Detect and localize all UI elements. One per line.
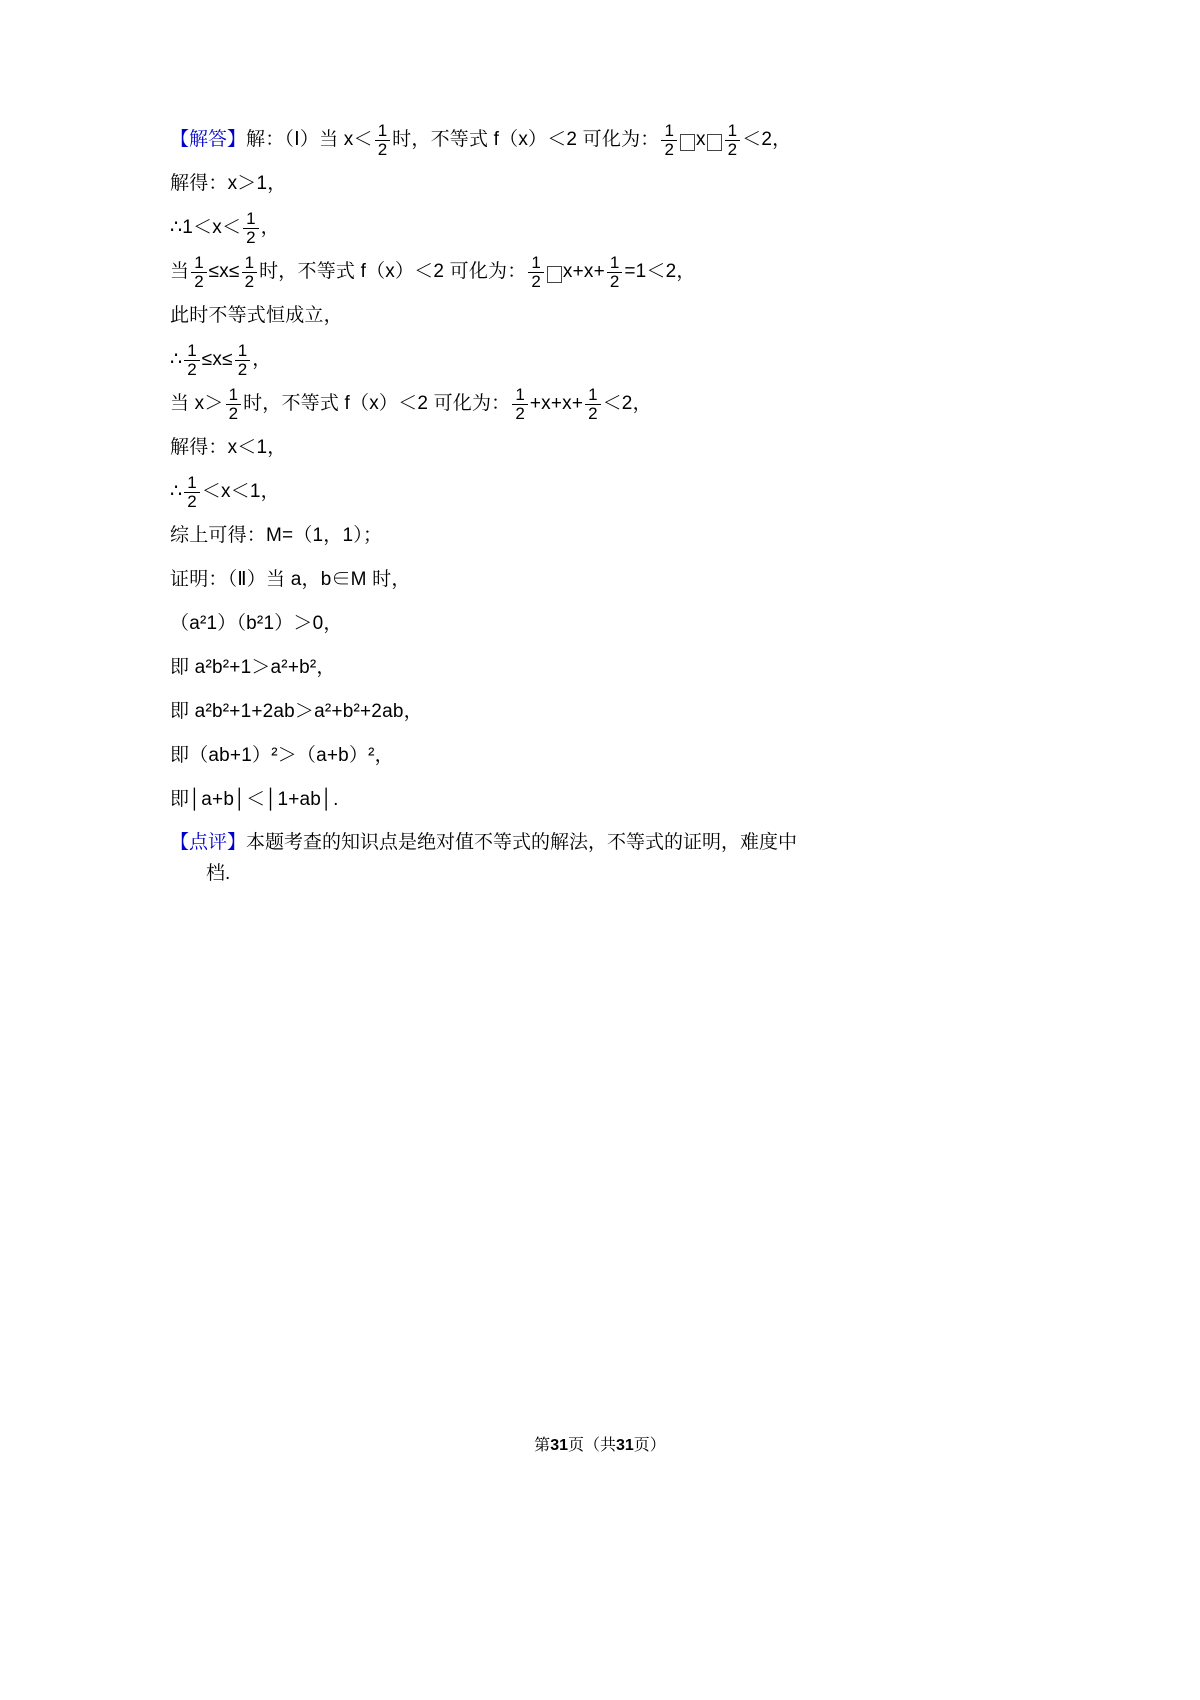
line10-text: 综上可得：M=（￰1，1）； — [170, 524, 383, 546]
line4-part-e: =1＜2， — [624, 260, 696, 282]
footer-prefix: 第 — [534, 1437, 551, 1454]
fraction-numerator: 1 — [184, 342, 199, 361]
fraction-half-9 — [184, 342, 199, 379]
solution-line-8 — [170, 426, 970, 470]
solution-line-15 — [170, 734, 970, 778]
solution-line-1 — [170, 118, 970, 162]
solution-line-16 — [170, 778, 970, 822]
footer-total-pages: 31 — [616, 1437, 634, 1454]
solution-line-13 — [170, 646, 970, 690]
comment-text: 本题考查的知识点是绝对值不等式的解法，不等式的证明，难度中 — [246, 832, 798, 853]
solution-line-7 — [170, 382, 970, 426]
line9-part-a: ∴ — [170, 480, 183, 502]
answer-label-text: 【解答】 — [170, 128, 247, 150]
line11-text: 证明：（Ⅱ）当 a，b∈M 时， — [170, 568, 411, 590]
fraction-numerator: 1 — [725, 122, 740, 141]
fraction-half-7 — [528, 254, 543, 291]
line7-part-b: 时，不等式 f（x）＜2 可化为：￰ — [243, 392, 511, 414]
page-footer — [0, 1432, 1200, 1455]
line9-part-b: ＜x＜1， — [201, 480, 280, 502]
line14-text: 即 a²b²+1+2ab＞a²+b²+2ab， — [170, 700, 423, 722]
fraction-numerator: 1 — [585, 386, 600, 405]
line4-part-d: x+x+ — [562, 260, 605, 282]
fraction-denominator: 2 — [588, 403, 598, 423]
line4-part-c: 时，不等式 f（x）＜2 可化为： — [259, 260, 527, 282]
fraction-denominator: 2 — [244, 271, 255, 291]
line16-text: 即│a+b│＜│1+ab│. — [170, 788, 339, 810]
fraction-denominator: 2 — [609, 271, 620, 291]
fraction-numerator: 1 — [661, 122, 676, 141]
solution-line-6 — [170, 338, 970, 382]
solution-line-3 — [170, 206, 970, 250]
fraction-half-4 — [243, 210, 258, 247]
fraction-denominator: 2 — [727, 139, 738, 159]
fraction-numerator: 1 — [191, 254, 206, 273]
fraction-half-6 — [242, 254, 257, 291]
fraction-denominator: 2 — [377, 139, 388, 159]
fraction-numerator: 1 — [607, 254, 622, 273]
solution-line-14 — [170, 690, 970, 734]
fraction-numerator: 1 — [226, 386, 241, 405]
solution-line-10 — [170, 514, 970, 558]
fraction-half-3 — [725, 122, 740, 159]
line12-text: （a²￰1）（b²￰1）＞0， — [170, 612, 343, 634]
missing-glyph-box — [680, 134, 695, 151]
solution-line-9 — [170, 470, 970, 514]
line1-part-a: 解：（Ⅰ）当 x＜ — [246, 128, 373, 150]
line7-part-a: 当 x＞ — [170, 392, 224, 414]
fraction-denominator: 2 — [664, 139, 674, 159]
fraction-denominator: 2 — [246, 227, 256, 247]
fraction-numerator: 1 — [512, 386, 527, 405]
fraction-half-8 — [607, 254, 622, 291]
fraction-numerator: 1 — [184, 474, 199, 493]
fraction-denominator: 2 — [237, 359, 248, 379]
line3-part-b: ， — [260, 216, 280, 238]
line6-part-a: ∴ — [170, 348, 183, 370]
line4-part-b: ≤x≤ — [208, 260, 240, 282]
fraction-denominator: 2 — [194, 271, 204, 291]
solution-line-5 — [170, 294, 970, 338]
line6-part-b: ≤x≤ — [201, 348, 233, 370]
fraction-numerator: 1 — [235, 342, 250, 361]
solution-content — [170, 118, 970, 889]
solution-line-12 — [170, 602, 970, 646]
fraction-half-13 — [585, 386, 600, 423]
fraction-half-11 — [226, 386, 241, 423]
missing-glyph-box — [547, 266, 562, 283]
line2-text: 解得：x＞￰1， — [170, 172, 287, 194]
line13-text: 即 a²b²+1＞a²+b²， — [170, 656, 336, 678]
line7-part-c: +x+x+ — [529, 392, 584, 414]
line3-part-a: ∴￰1＜x＜ — [170, 216, 242, 238]
comment-label: 【点评】 — [170, 832, 247, 853]
fraction-denominator: 2 — [531, 271, 541, 291]
fraction-denominator: 2 — [228, 403, 239, 423]
fraction-half-14 — [184, 474, 199, 511]
fraction-numerator: 1 — [243, 210, 258, 229]
line1-part-c: x — [695, 128, 706, 150]
comment-text-continued: 档. — [206, 863, 231, 885]
fraction-half-2 — [661, 122, 676, 159]
solution-line-4 — [170, 250, 970, 294]
footer-page-number: 31 — [550, 1437, 568, 1454]
fraction-numerator: 1 — [242, 254, 257, 273]
line5-text: 此时不等式恒成立， — [170, 304, 343, 326]
fraction-numerator: 1 — [375, 122, 390, 141]
fraction-denominator: 2 — [187, 359, 197, 379]
fraction-half-1 — [375, 122, 390, 159]
line15-text: 即（ab+1）²＞（a+b）²， — [170, 744, 394, 766]
fraction-denominator: 2 — [515, 403, 525, 423]
line4-part-a: 当 — [170, 260, 190, 282]
footer-middle: 页（共 — [567, 1437, 616, 1454]
line1-part-b: 时，不等式 f（x）＜2 可化为： — [392, 128, 660, 150]
solution-line-11 — [170, 558, 970, 602]
fraction-half-5 — [191, 254, 206, 291]
line8-text: 解得：x＜1， — [170, 436, 287, 458]
line6-part-c: ， — [252, 348, 272, 370]
fraction-half-10 — [235, 342, 250, 379]
line7-part-d: ＜2， — [602, 392, 652, 414]
solution-line-2 — [170, 162, 970, 206]
fraction-half-12 — [512, 386, 527, 423]
footer-suffix: 页） — [633, 1437, 666, 1454]
comment-block — [170, 828, 970, 857]
line1-part-d: ＜2， — [742, 128, 792, 150]
fraction-numerator: 1 — [528, 254, 543, 273]
fraction-denominator: 2 — [187, 491, 197, 511]
missing-glyph-box — [707, 134, 722, 151]
